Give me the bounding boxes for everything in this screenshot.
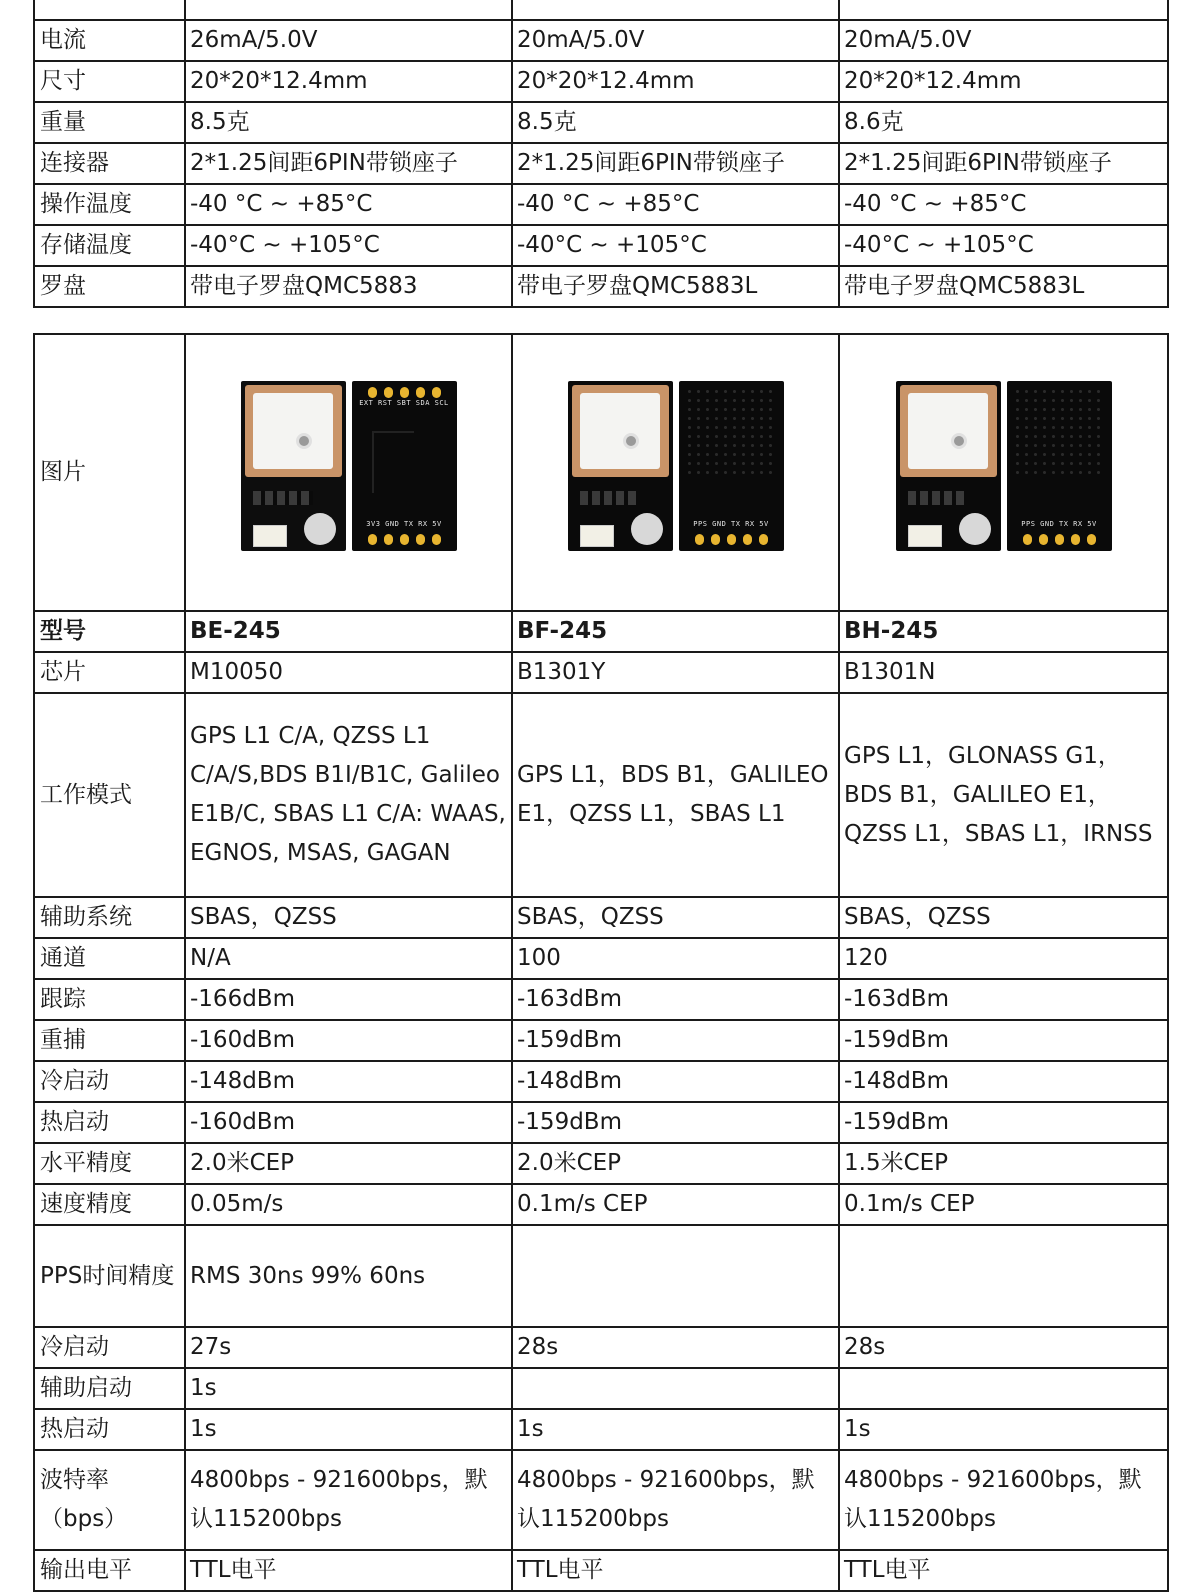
row-label: 连接器 (34, 143, 185, 184)
row-label: 电流 (34, 20, 185, 61)
cell-value: 0.05m/s (185, 1184, 512, 1225)
cell-value: 27s (185, 1327, 512, 1368)
row-label: 热启动 (34, 1102, 185, 1143)
table-row (34, 897, 1168, 938)
row-label: 操作温度 (34, 184, 185, 225)
cell-value: -160dBm (185, 1020, 512, 1061)
module-back (1007, 381, 1112, 551)
table-row (34, 1368, 1168, 1409)
row-label: 型号 (34, 611, 185, 652)
row-label: 水平精度 (34, 1143, 185, 1184)
cell-value: -40°C ~ +105°C (185, 225, 512, 266)
cell-value: 20*20*12.4mm (512, 61, 839, 102)
cell-value: 2*1.25间距6PIN带锁座子 (185, 143, 512, 184)
table-row (34, 938, 1168, 979)
cell-value: GPS L1 C/A, QZSS L1 C/A/S,BDS B1I/B1C, Galileo E1B/C, SBAS L1 C/A: WAAS, EGNOS, MSAS, GAGAN (185, 693, 512, 897)
row-label: 冷启动 (34, 1327, 185, 1368)
module-front (896, 381, 1001, 551)
table-row (34, 266, 1168, 307)
table-row (34, 1184, 1168, 1225)
cell-value: 8.5克 (512, 102, 839, 143)
cell-value: 4800bps - 921600bps，默认115200bps (185, 1450, 512, 1550)
cell-value: -163dBm (512, 979, 839, 1020)
trace-icon (372, 431, 414, 493)
row-label: 通道 (34, 938, 185, 979)
cell-value: -159dBm (512, 1102, 839, 1143)
product-image-be245 (185, 334, 512, 611)
cell-value: 28s (512, 1327, 839, 1368)
cell-value: 1s (839, 1409, 1168, 1450)
cell-value: 28s (839, 1327, 1168, 1368)
row-label: PPS时间精度 (34, 1225, 185, 1327)
cell-value: 1.5米CEP (839, 1143, 1168, 1184)
cell-value: -148dBm (512, 1061, 839, 1102)
row-label: 重捕 (34, 1020, 185, 1061)
table-row (34, 1143, 1168, 1184)
row-label: 速度精度 (34, 1184, 185, 1225)
cell-value: -40°C ~ +105°C (512, 225, 839, 266)
cell-value: 2*1.25间距6PIN带锁座子 (512, 143, 839, 184)
cell-value: 0.1m/s CEP (512, 1184, 839, 1225)
table-row (34, 1450, 1168, 1550)
cell-value: N/A (185, 938, 512, 979)
cell-value: -166dBm (185, 979, 512, 1020)
cell-value: 26mA/5.0V (185, 20, 512, 61)
cell-value: 20mA/5.0V (839, 20, 1168, 61)
row-label: 存储温度 (34, 225, 185, 266)
table-row (34, 102, 1168, 143)
silkscreen-bottom: 3V3 GND TX RX 5V (366, 520, 442, 528)
cell-value: 2.0米CEP (512, 1143, 839, 1184)
cell-value: -148dBm (839, 1061, 1168, 1102)
cell-value (839, 0, 1168, 20)
table-row (34, 143, 1168, 184)
row-label: 辅助启动 (34, 1368, 185, 1409)
cell-value: -160dBm (185, 1102, 512, 1143)
cell-value: -40 °C ~ +85°C (512, 184, 839, 225)
cell-value: -159dBm (839, 1102, 1168, 1143)
cell-value: 4800bps - 921600bps，默认115200bps (512, 1450, 839, 1550)
via-pattern-icon (1013, 387, 1106, 477)
table-row (34, 225, 1168, 266)
cell-value: 1s (512, 1409, 839, 1450)
components-icon (253, 491, 313, 505)
cell-value: 20mA/5.0V (512, 20, 839, 61)
cell-value: 20*20*12.4mm (839, 61, 1168, 102)
silkscreen-top: EXT RST SBT SDA SCL (359, 399, 449, 407)
row-label: 芯片 (34, 652, 185, 693)
row-label: 跟踪 (34, 979, 185, 1020)
pad-row-icon (679, 534, 784, 545)
connector-icon (580, 525, 614, 547)
module-photo (241, 381, 457, 551)
cell-value: 8.6克 (839, 102, 1168, 143)
cell-value (185, 0, 512, 20)
row-label: 冷启动 (34, 1061, 185, 1102)
connector-icon (253, 525, 287, 547)
table-row (34, 1409, 1168, 1450)
cell-value: BE-245 (185, 611, 512, 652)
spec-table-main (33, 333, 1169, 1592)
module-photo (568, 381, 784, 551)
cell-value: 2*1.25间距6PIN带锁座子 (839, 143, 1168, 184)
cell-value: -163dBm (839, 979, 1168, 1020)
module-front (568, 381, 673, 551)
cell-value: SBAS，QZSS (512, 897, 839, 938)
silkscreen-bottom: PPS GND TX RX 5V (693, 520, 769, 528)
table-row (34, 1061, 1168, 1102)
pad-row-icon (1007, 534, 1112, 545)
cell-value: -40 °C ~ +85°C (839, 184, 1168, 225)
battery-icon (631, 513, 663, 545)
cell-value: TTL电平 (185, 1550, 512, 1591)
module-photo (896, 381, 1112, 551)
cell-value: 20*20*12.4mm (185, 61, 512, 102)
patch-antenna-icon (572, 385, 669, 477)
silkscreen-bottom: PPS GND TX RX 5V (1021, 520, 1097, 528)
image-row (34, 334, 1168, 611)
module-back (352, 381, 457, 551)
cell-value: GPS L1，GLONASS G1，BDS B1，GALILEO E1，QZSS L1，SBAS L1，IRNSS (839, 693, 1168, 897)
spec-table-top (33, 0, 1169, 308)
table-row (34, 184, 1168, 225)
row-label: 罗盘 (34, 266, 185, 307)
cell-value: SBAS，QZSS (839, 897, 1168, 938)
cell-value: M10050 (185, 652, 512, 693)
cell-value: 4800bps - 921600bps，默认115200bps (839, 1450, 1168, 1550)
cell-value (839, 1225, 1168, 1327)
table-row (34, 61, 1168, 102)
table-row (34, 1225, 1168, 1327)
cell-value: -159dBm (839, 1020, 1168, 1061)
table-row (34, 1020, 1168, 1061)
table-row (34, 979, 1168, 1020)
cell-value: SBAS，QZSS (185, 897, 512, 938)
via-pattern-icon (685, 387, 778, 477)
cell-value: 带电子罗盘QMC5883L (512, 266, 839, 307)
table-row (34, 652, 1168, 693)
table-row (34, 1550, 1168, 1591)
row-label: 尺寸 (34, 61, 185, 102)
patch-antenna-icon (900, 385, 997, 477)
table-row (34, 20, 1168, 61)
cell-value (512, 0, 839, 20)
cell-value: TTL电平 (512, 1550, 839, 1591)
cell-value: 1s (185, 1409, 512, 1450)
cell-value: 1s (185, 1368, 512, 1409)
cell-value (512, 1368, 839, 1409)
table-row (34, 1102, 1168, 1143)
battery-icon (959, 513, 991, 545)
cell-value: -40 °C ~ +85°C (185, 184, 512, 225)
table-row (34, 1327, 1168, 1368)
cell-value: BF-245 (512, 611, 839, 652)
product-image-bh245 (839, 334, 1168, 611)
row-label: 热启动 (34, 1409, 185, 1450)
cell-value: 带电子罗盘QMC5883L (839, 266, 1168, 307)
cell-value: -148dBm (185, 1061, 512, 1102)
table-row (34, 611, 1168, 652)
row-label: 输出电平 (34, 1550, 185, 1591)
cell-value: 0.1m/s CEP (839, 1184, 1168, 1225)
row-label: 波特率（bps） (34, 1450, 185, 1550)
cell-value: TTL电平 (839, 1550, 1168, 1591)
cell-value (512, 1225, 839, 1327)
table-row (34, 693, 1168, 897)
row-label: 辅助系统 (34, 897, 185, 938)
module-back (679, 381, 784, 551)
cell-value: GPS L1，BDS B1，GALILEO E1，QZSS L1，SBAS L1 (512, 693, 839, 897)
row-label: 工作模式 (34, 693, 185, 897)
table-row (34, 0, 1168, 20)
cell-value: -159dBm (512, 1020, 839, 1061)
cell-value: B1301N (839, 652, 1168, 693)
pad-row-icon (352, 387, 457, 398)
cell-value: 120 (839, 938, 1168, 979)
cell-value (839, 1368, 1168, 1409)
cell-value: B1301Y (512, 652, 839, 693)
module-front (241, 381, 346, 551)
cell-value: 带电子罗盘QMC5883 (185, 266, 512, 307)
cell-value: RMS 30ns 99% 60ns (185, 1225, 512, 1327)
pad-row-icon (352, 534, 457, 545)
cell-value: 100 (512, 938, 839, 979)
components-icon (580, 491, 640, 505)
product-image-bf245 (512, 334, 839, 611)
row-label: 图片 (34, 334, 185, 611)
cell-value: -40°C ~ +105°C (839, 225, 1168, 266)
row-label (34, 0, 185, 20)
cell-value: 2.0米CEP (185, 1143, 512, 1184)
cell-value: 8.5克 (185, 102, 512, 143)
components-icon (908, 491, 968, 505)
connector-icon (908, 525, 942, 547)
cell-value: BH-245 (839, 611, 1168, 652)
patch-antenna-icon (245, 385, 342, 477)
battery-icon (304, 513, 336, 545)
row-label: 重量 (34, 102, 185, 143)
